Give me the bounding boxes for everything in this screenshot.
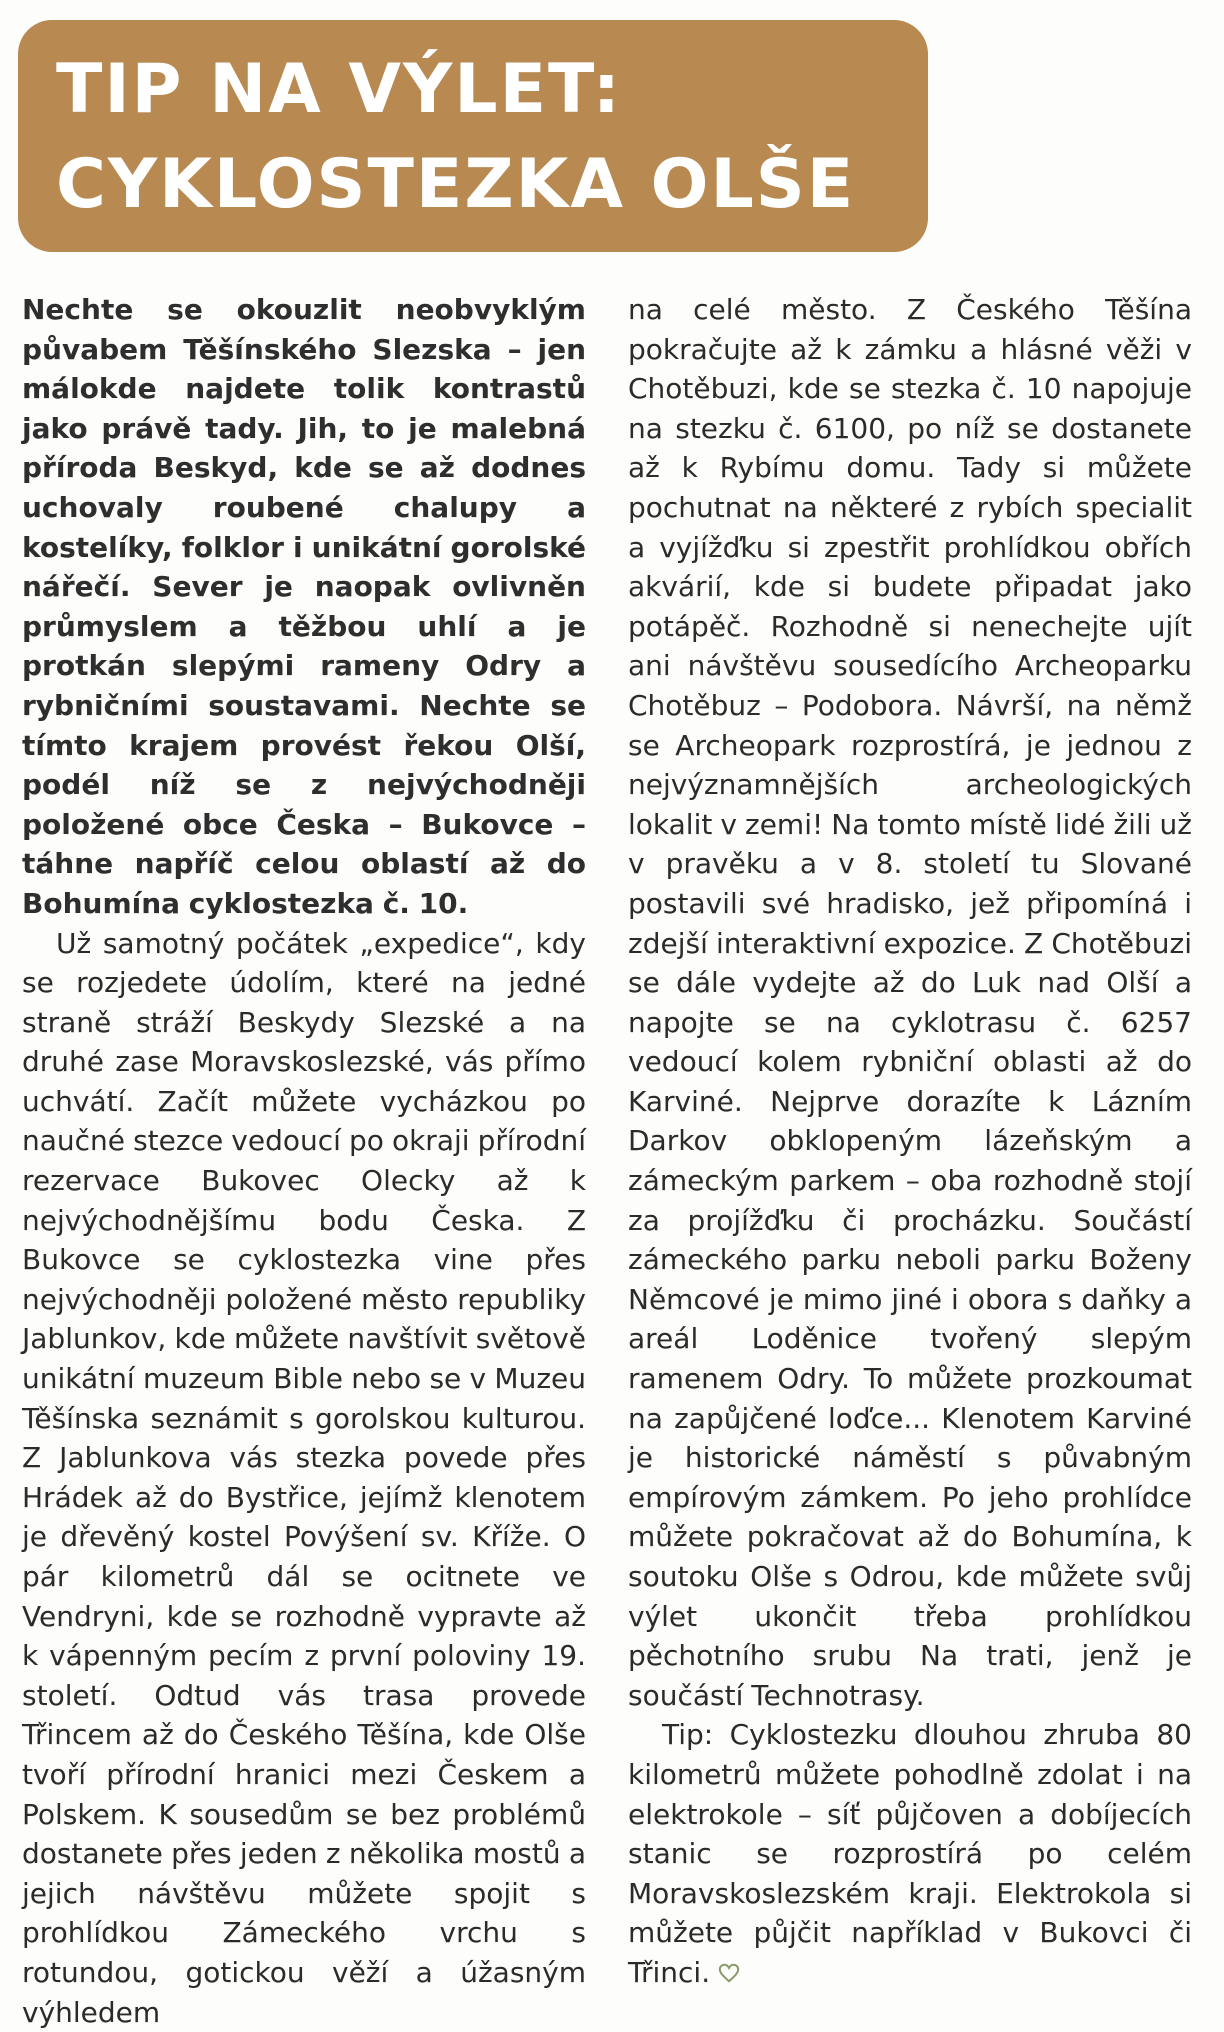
article-column-left (22, 290, 586, 2032)
article-column-right (628, 290, 1192, 1993)
article-tip (628, 1715, 1192, 1992)
article-intro: Nechte se okouzlit neobvyklým půvabem Těšínského Slezska – jen málokde najdete tolik kontrastů jako právě tady. Jih, to je malebná příroda Beskyd, kde se až dodnes uchovaly roubené chalupy a kostelíky, folklor i unikátní gorolské nářečí. Sever je naopak ovlivněn průmyslem a těžbou uhlí a je protkán slepými rameny Odry a rybničními soustavami. Nechte se tímto krajem provést řekou Olší, podél níž se z nejvýchodněji položené obce Česka – Bukovce – táhne napříč celou oblastí až do Bohumína cyklostezka č. 10. (22, 290, 586, 924)
page-title-line-2: CYKLOSTEZKA OLŠE (56, 145, 855, 225)
article-body-left: Už samotný počátek „expedice“, kdy se rozjedete údolím, které na jedné straně stráží Beskydy Slezské a na druhé zase Moravskoslezské, vás přímo uchvátí. Začít můžete vycházkou po naučné stezce vedoucí po okraji přírodní rezervace Bukovec Olecky až k nejvýchodnějšímu bodu Česka. Z Bukovce se cyklostezka vine přes nejvýchodněji položené město republiky Jablunkov, kde můžete navštívit světově unikátní muzeum Bible nebo se v Muzeu Těšínska seznámit s gorolskou kulturou. Z Jablunkova vás stezka povede přes Hrádek až do Bystřice, jejímž klenotem je dřevěný kostel Povýšení sv. Kříže. O pár kilometrů dál se ocitnete ve Vendryni, kde se rozhodně vypravte až k vápenným pecím z první poloviny 19. století. Odtud vás trasa provede Třincem až do Českého Těšína, kde Olše tvoří přírodní hranici mezi Českem a Polskem. K sousedům se bez problémů dostanete přes jeden z několika mostů a jejich návštěvu můžete spojit s prohlídkou Zámeckého vrchu s rotundou, gotickou věží a úžasným výhledem (22, 924, 586, 2032)
article-tip-text: Tip: Cyklostezku dlouhou zhruba 80 kilometrů můžete pohodlně zdolat i na elektrokole – síť půjčoven a dobíjecích stanic se rozprostírá po celém Moravskoslezském kraji. Elektrokola si můžete půjčit například v Bukovci či Třinci. (628, 1718, 1192, 1989)
article-body-right: na celé město. Z Českého Těšína pokračujte až k zámku a hlásné věži v Chotěbuzi, kde se stezka č. 10 napojuje na stezku č. 6100, po níž se dostanete až k Rybímu domu. Tady si můžete pochutnat na některé z rybích specialit a vyjížďku si zpestřit prohlídkou obřích akvárií, kde si budete připadat jako potápěč. Rozhodně si nenechejte ujít ani návštěvu sousedícího Archeoparku Chotěbuz – Podobora. Návrší, na němž se Archeopark rozprostírá, je jednou z nejvýznamnějších archeologických lokalit v zemi! Na tomto místě lidé žili už v pravěku a v 8. století tu Slované postavili své hradisko, jež připomíná i zdejší interaktivní expozice. Z Chotěbuzi se dále vydejte až do Luk nad Olší a napojte se na cyklotrasu č. 6257 vedoucí kolem rybniční oblasti až do Karviné. Nejprve dorazíte k Lázním Darkov obklopeným lázeňským a zámeckým parkem – oba rozhodně stojí za projížďku či procházku. Součástí zámeckého parku neboli parku Boženy Němcové je mimo jiné i obora s daňky a areál Loděnice tvořený slepým ramenem Odry. To můžete prozkoumat na zapůjčené loďce... Klenotem Karviné je historické náměstí s půvabným empírovým zámkem. Po jeho prohlídce můžete pokračovat až do Bohumína, k soutoku Olše s Odrou, kde můžete svůj výlet ukončit třeba prohlídkou pěchotního srubu Na trati, jenž je součástí Technotrasy. (628, 290, 1192, 1715)
heart-icon (718, 1962, 740, 1984)
title-banner (18, 20, 928, 252)
page-title-line-1: TIP NA VÝLET: (56, 50, 622, 130)
